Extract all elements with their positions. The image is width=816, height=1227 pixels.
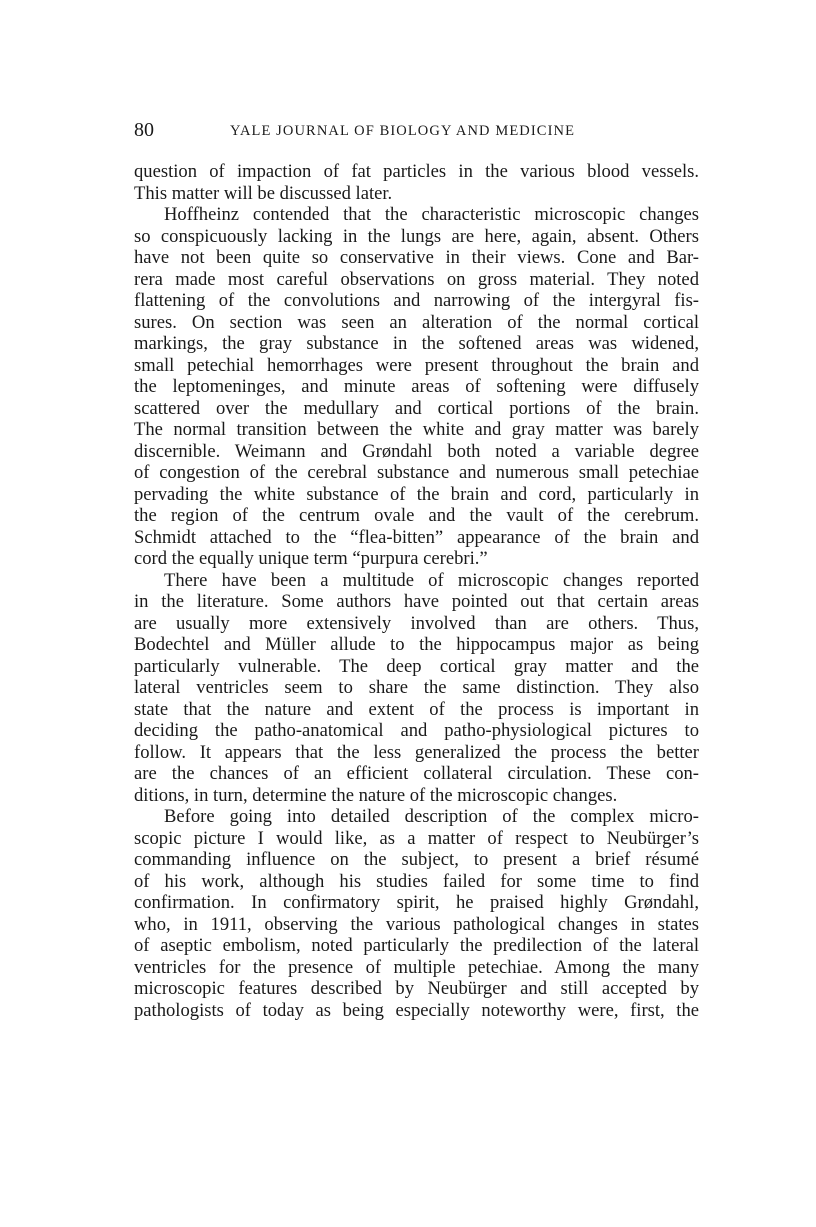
text-line: state that the nature and extent of the process is important in: [134, 698, 699, 720]
text-line: Hoffheinz contended that the characteristic microscopic changes: [164, 204, 699, 225]
text-line: discernible. Weimann and Grøndahl both noted a variable degree: [134, 440, 699, 462]
paragraph: [134, 161, 699, 204]
text-line: Bodechtel and Müller allude to the hippocampus major as being: [134, 634, 699, 655]
text-line: follow. It appears that the less generalized the process the better: [134, 741, 699, 763]
text-line: are usually more extensively involved than are others. Thus,: [134, 612, 699, 634]
text-line: lateral ventricles seem to share the same distinction. They also: [134, 677, 699, 698]
paragraph: [134, 806, 699, 1021]
text-line: so conspicuously lacking in the lungs are here, again, absent. Others: [134, 225, 699, 247]
text-line: the leptomeninges, and minute areas of softening were diffusely: [134, 376, 699, 397]
text-line: pervading the white substance of the brain and cord, particularly in: [134, 483, 699, 505]
text-line: sures. On section was seen an alteration of the normal cortical: [134, 311, 699, 333]
text-line: are the chances of an efficient collateral circulation. These con-: [134, 763, 699, 784]
body-text: [134, 161, 699, 1021]
text-line: small petechial hemorrhages were present throughout the brain and: [134, 354, 699, 376]
text-line: of congestion of the cerebral substance and numerous small petechiae: [134, 462, 699, 483]
text-line: confirmation. In confirmatory spirit, he praised highly Grøndahl,: [134, 892, 699, 913]
text-line: who, in 1911, observing the various pathological changes in states: [134, 913, 699, 935]
text-line: ditions, in turn, determine the nature of the microscopic changes.: [134, 784, 618, 806]
text-line: microscopic features described by Neubürger and still accepted by: [134, 978, 699, 999]
text-line: commanding influence on the subject, to present a brief résumé: [134, 849, 699, 870]
text-line: particularly vulnerable. The deep cortical gray matter and the: [134, 655, 699, 677]
paragraph: [134, 204, 699, 570]
running-head: [134, 117, 699, 143]
text-line: the region of the centrum ovale and the vault of the cerebrum.: [134, 505, 699, 526]
text-line: question of impaction of fat particles in the various blood vessels.: [134, 161, 699, 182]
text-line: Schmidt attached to the “flea-bitten” appearance of the brain and: [134, 526, 699, 548]
text-line: There have been a multitude of microscopic changes reported: [164, 569, 699, 591]
text-line: scopic picture I would like, as a matter of respect to Neubürger’s: [134, 827, 699, 849]
page-number: 80: [134, 119, 154, 141]
text-line: ventricles for the presence of multiple petechiae. Among the many: [134, 956, 699, 978]
text-line: of his work, although his studies failed for some time to find: [134, 870, 699, 892]
text-line: in the literature. Some authors have pointed out that certain areas: [134, 591, 699, 612]
text-line: The normal transition between the white and gray matter was barely: [134, 419, 699, 440]
text-line: markings, the gray substance in the softened areas was widened,: [134, 333, 699, 354]
text-line: deciding the patho-anatomical and patho-physiological pictures to: [134, 720, 699, 741]
paragraph: [134, 570, 699, 807]
text-line: of aseptic embolism, noted particularly the predilection of the lateral: [134, 935, 699, 956]
journal-title: YALE JOURNAL OF BIOLOGY AND MEDICINE: [230, 123, 576, 139]
text-line: This matter will be discussed later.: [134, 182, 393, 204]
text-line: scattered over the medullary and cortical portions of the brain.: [134, 397, 699, 419]
text-line: pathologists of today as being especially noteworthy were, first, the: [134, 999, 699, 1021]
text-line: rera made most careful observations on gross material. They noted: [134, 268, 699, 290]
text-line: Before going into detailed description of the complex micro-: [164, 806, 699, 827]
text-line: flattening of the convolutions and narrowing of the intergyral fis-: [134, 290, 699, 311]
text-line: have not been quite so conservative in their views. Cone and Bar-: [134, 247, 699, 268]
text-line: cord the equally unique term “purpura cerebri.”: [134, 548, 488, 569]
